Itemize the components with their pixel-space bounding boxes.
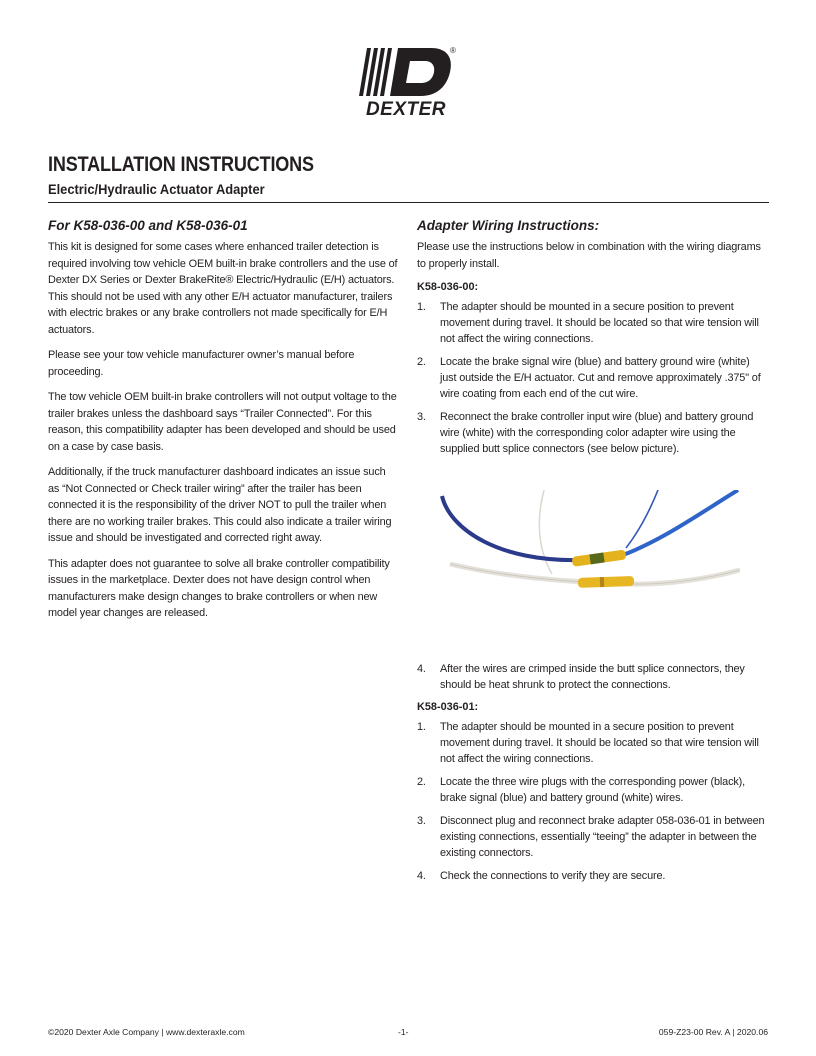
footer-copyright: ©2020 Dexter Axle Company | www.dexteraxle.com [48, 1027, 245, 1037]
step-number: 2. [417, 356, 426, 368]
left-heading: For K58-036-00 and K58-036-01 [48, 218, 248, 233]
section-label-k58-036-00: K58-036-00: [417, 281, 479, 293]
paragraph-disclaimer: This adapter does not guarantee to solve all brake controller compatibility issues in the marketplace. Dexter does not have design control when manufacturers make design changes to brake controllers or when new model year changes are released. [48, 557, 390, 619]
step-item [417, 868, 767, 884]
butt-splice-wiring-photo [440, 490, 740, 600]
step-text: Locate the brake signal wire (blue) and battery ground wire (white) just outside the E/H actuator. Cut and remove approximately .375" of wire coating from each end of the cut wire. [440, 356, 761, 400]
step-number: 1. [417, 721, 426, 733]
steps-k58-036-01 [417, 719, 767, 884]
steps-k58-036-00-continued [417, 661, 767, 693]
step-item [417, 299, 767, 347]
step-number: 4. [417, 870, 426, 882]
step-item [417, 813, 767, 861]
dexter-wordmark: DEXTER [365, 99, 447, 120]
step-text: Reconnect the brake controller input wire (blue) and battery ground wire (white) with the corresponding color adapter wire using the supplied butt splice connectors (see below picture). [440, 411, 754, 455]
step-text: Locate the three wire plugs with the corresponding power (black), brake signal (blue) and battery ground (white) wires. [440, 776, 746, 804]
step-number: 3. [417, 815, 426, 827]
step-text: Disconnect plug and reconnect brake adapter 058-036-01 in between existing connections, essentially “teeing” the adapter in between the existing connectors. [440, 815, 765, 859]
step-number: 3. [417, 411, 426, 423]
step-item [417, 409, 767, 457]
step-item [417, 719, 767, 767]
wiring-intro: Please use the instructions below in combination with the wiring diagrams to properly install. [417, 241, 761, 270]
step-number: 2. [417, 776, 426, 788]
step-text: After the wires are crimped inside the butt splice connectors, they should be heat shrunk to protect the connections. [440, 663, 745, 691]
page-subtitle: Electric/Hydraulic Actuator Adapter [48, 181, 265, 197]
step-number: 4. [417, 663, 426, 675]
wires-illustration [440, 490, 740, 600]
right-heading: Adapter Wiring Instructions: [417, 218, 600, 233]
footer-page-number: -1- [398, 1027, 409, 1037]
left-column [48, 218, 398, 631]
registered-mark: ® [450, 46, 456, 55]
step-number: 1. [417, 301, 426, 313]
step-item [417, 661, 767, 693]
section-label-k58-036-01: K58-036-01: [417, 701, 479, 713]
footer-doc-number: 059-Z23-00 Rev. A | 2020.06 [658, 1027, 768, 1037]
step-text: The adapter should be mounted in a secure position to prevent movement during travel. It should be located so that wire tension will not affect the wiring connections. [440, 721, 759, 765]
header-divider [48, 202, 769, 203]
step-item [417, 774, 767, 806]
steps-k58-036-00 [417, 299, 767, 457]
step-text: The adapter should be mounted in a secure position to prevent movement during travel. It should be located so that wire tension will not affect the wiring connections. [440, 301, 759, 345]
step-item [417, 354, 767, 402]
dexter-d-mark-icon [357, 46, 453, 98]
dexter-logo [357, 46, 461, 122]
paragraph-oem-controllers: The tow vehicle OEM built-in brake controllers will not output voltage to the trailer brakes unless the dashboard says “Trailer Connected”. For this reason, this compatibility adapter has been developed and should be used on a case by case basis. [48, 391, 397, 453]
paragraph-owners-manual: Please see your tow vehicle manufacturer owner’s manual before proceeding. [48, 349, 355, 378]
step-text: Check the connections to verify they are secure. [440, 870, 666, 882]
page-title: INSTALLATION INSTRUCTIONS [48, 153, 314, 176]
paragraph-dashboard-warning: Additionally, if the truck manufacturer dashboard indicates an issue such as “Not Connected or Check trailer wiring” after the trailer has been connected it is the responsibility of the driver NOT to pull the trailer when there are no working trailer brakes. This could also indicate a trailer wiring issue and should be investigated and corrected right away. [48, 466, 392, 544]
paragraph-kit-purpose: This kit is designed for some cases where enhanced trailer detection is required involving tow vehicle OEM built-in brake controllers and the use of Dexter DX Series or Dexter BrakeRite® Electric/Hydraulic (E/H) actuators. This should not be used with any other E/H actuator manufacturer, trailers with electric brakes or any brake controllers not made specifically for E/H actuators. [48, 241, 398, 336]
